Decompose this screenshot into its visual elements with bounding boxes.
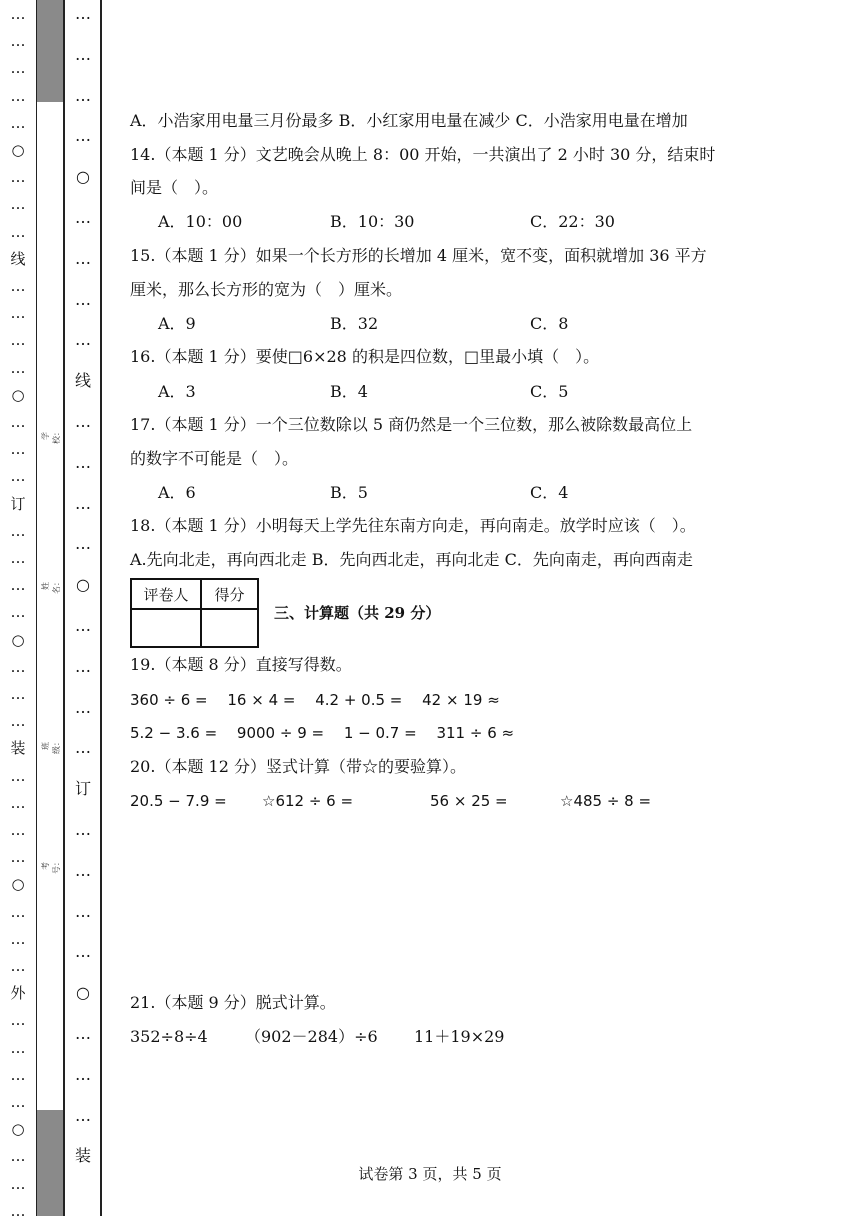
binding-dots: … <box>10 195 26 214</box>
binding-dots: … <box>10 467 26 486</box>
binding-dots: … <box>10 413 26 431</box>
score-table-reviewer-header: 评卷人 <box>131 579 201 609</box>
binding-circle-mark: ○ <box>11 1120 25 1139</box>
binding-dots: … <box>10 685 26 703</box>
binding-dots: … <box>10 113 26 132</box>
binding-dots: … <box>10 331 26 350</box>
score-table <box>130 578 259 648</box>
info-label-name: 姓名： <box>41 578 61 594</box>
binding-dots: … <box>75 412 91 431</box>
binding-dots: … <box>10 929 26 948</box>
score-table-score-header: 得分 <box>201 579 258 609</box>
binding-char: 线 <box>74 371 91 391</box>
binding-char: 订 <box>74 779 91 799</box>
q17-stem-line1: 17.（本题 1 分）一个三位数除以 5 商仍然是一个三位数，那么被除数最高位上 <box>130 415 693 434</box>
binding-char: 线 <box>10 249 26 268</box>
binding-dots: … <box>75 452 91 472</box>
binding-dots: … <box>10 549 26 567</box>
binding-dots: … <box>75 534 91 554</box>
q17-option-b: B．5 <box>330 483 368 502</box>
binding-circle-mark: ○ <box>11 141 25 159</box>
q14-stem-line2: 间是（ ）。 <box>130 178 219 197</box>
binding-dots: … <box>75 860 91 880</box>
binding-circle-mark: ○ <box>76 575 90 595</box>
binding-dots: … <box>10 1011 26 1030</box>
q14-stem-line1: 14.（本题 1 分）文艺晚会从晚上 8：00 开始，一共演出了 2 小时 30 分，结束时 <box>130 145 716 164</box>
binding-dots: … <box>10 1093 26 1111</box>
q21-problem-1: 352÷8÷4 <box>130 1027 208 1046</box>
q17-option-c: C．4 <box>530 483 569 502</box>
binding-dots: … <box>75 85 91 105</box>
q14-option-a: A．10：00 <box>158 212 243 231</box>
binding-dots: … <box>75 656 91 676</box>
q20-problem-4: ☆485 ÷ 8 = <box>560 792 652 810</box>
info-label-class: 班级： <box>41 738 61 754</box>
binding-dots: … <box>10 1038 26 1057</box>
q15-option-a: A．9 <box>158 314 196 333</box>
binding-dots: … <box>75 1064 91 1084</box>
q19-row2: 5.2 − 3.6 = 9000 ÷ 9 = 1 − 0.7 = 311 ÷ 6 ≈ <box>130 724 515 742</box>
q19-row1: 360 ÷ 6 = 16 × 4 = 4.2 + 0.5 = 42 × 19 ≈ <box>130 691 500 709</box>
binding-dots: … <box>10 793 26 812</box>
binding-dots: … <box>10 576 26 595</box>
binding-dots: … <box>75 493 91 513</box>
binding-dots: … <box>75 738 91 758</box>
binding-dots: … <box>10 440 26 459</box>
q14-option-b: B．10：30 <box>330 212 415 231</box>
binding-dots: … <box>10 168 26 187</box>
binding-dots: … <box>10 32 26 51</box>
binding-dots: … <box>10 86 26 105</box>
binding-dots: … <box>10 657 26 676</box>
binding-dots: … <box>10 1065 26 1084</box>
binding-dots: … <box>10 766 26 785</box>
binding-dots: … <box>75 1024 91 1043</box>
binding-dots: … <box>75 126 91 146</box>
q20-problem-2: ☆612 ÷ 6 = <box>262 792 354 810</box>
binding-dots: … <box>10 1147 26 1166</box>
binding-char: 外 <box>10 984 26 1003</box>
q19-title: 19.（本题 8 分）直接写得数。 <box>130 655 352 674</box>
binding-dots: … <box>10 957 26 975</box>
q21-problem-3: 11＋19×29 <box>414 1027 505 1046</box>
binding-dots: … <box>75 820 91 839</box>
q16-option-a: A．3 <box>158 382 196 401</box>
info-label-exam-number: 考号： <box>41 858 61 874</box>
binding-circle-mark: ○ <box>76 167 90 187</box>
binding-dots: … <box>10 902 26 921</box>
q20-problem-1: 20.5 − 7.9 = <box>130 792 227 810</box>
score-table-reviewer-cell <box>131 609 201 647</box>
binding-circle-mark: ○ <box>11 630 25 649</box>
q18-options: A.先向北走，再向西北走 B．先向西北走，再向北走 C．先向南走，再向西南走 <box>130 550 693 569</box>
binding-dots: … <box>75 901 91 921</box>
q17-stem-line2: 的数字不可能是（ ）。 <box>130 449 299 468</box>
q16-option-b: B．4 <box>330 382 368 401</box>
q16-option-c: C．5 <box>530 382 569 401</box>
q13-options: A．小浩家用电量三月份最多 B．小红家用电量在减少 C．小浩家用电量在增加 <box>130 111 688 130</box>
binding-dots: … <box>10 848 26 867</box>
q20-title: 20.（本题 12 分）竖式计算（带☆的要验算）。 <box>130 757 466 776</box>
q21-title: 21.（本题 9 分）脱式计算。 <box>130 993 336 1012</box>
binding-char: 装 <box>10 739 26 758</box>
binding-dots: … <box>75 289 91 309</box>
q21-problem-2: （902－284）÷6 <box>245 1027 378 1046</box>
binding-dots: … <box>75 208 91 227</box>
binding-dots: … <box>75 616 91 635</box>
binding-circle-mark: ○ <box>76 983 90 1003</box>
q20-problem-3: 56 × 25 = <box>430 792 508 810</box>
binding-dots: … <box>10 521 26 540</box>
binding-dots: … <box>75 4 91 23</box>
q15-option-c: C．8 <box>530 314 569 333</box>
binding-dots: … <box>10 304 26 323</box>
binding-circle-mark: ○ <box>11 875 25 894</box>
binding-dots: … <box>75 697 91 717</box>
q14-option-c: C．22：30 <box>530 212 615 231</box>
q17-option-a: A．6 <box>158 483 196 502</box>
info-label-school: 学校： <box>41 428 61 444</box>
binding-dots: … <box>10 821 26 839</box>
binding-dots: … <box>10 277 26 295</box>
binding-char: 装 <box>74 1146 91 1166</box>
binding-dots: … <box>75 942 91 962</box>
section-title: 三、计算题（共 29 分） <box>274 604 441 622</box>
binding-dots: … <box>75 248 91 268</box>
binding-char: 订 <box>10 494 26 513</box>
binding-dots: … <box>10 1174 26 1193</box>
binding-dots: … <box>10 5 26 23</box>
binding-dots: … <box>75 330 91 350</box>
q18-stem: 18.（本题 1 分）小明每天上学先往东南方向走，再向南走。放学时应该（ ）。 <box>130 516 696 535</box>
binding-dots: … <box>75 1105 91 1125</box>
binding-dots: … <box>10 1201 26 1220</box>
binding-dots: … <box>10 59 26 78</box>
q15-option-b: B．32 <box>330 314 379 333</box>
score-table-score-cell <box>201 609 258 647</box>
binding-dots: … <box>10 603 26 622</box>
binding-dots: … <box>10 222 26 241</box>
binding-dots: … <box>75 44 91 64</box>
binding-dots: … <box>10 358 26 377</box>
binding-circle-mark: ○ <box>11 385 25 404</box>
page-footer: 试卷第 3 页，共 5 页 <box>358 1165 502 1183</box>
q15-stem-line2: 厘米，那么长方形的宽为（ ）厘米。 <box>130 280 403 299</box>
binding-dots: … <box>10 712 26 731</box>
q15-stem-line1: 15.（本题 1 分）如果一个长方形的长增加 4 厘米，宽不变，面积就增加 36 平方 <box>130 246 707 265</box>
q16-stem: 16.（本题 1 分）要使□6×28 的积是四位数，□里最小填（ ）。 <box>130 347 600 366</box>
